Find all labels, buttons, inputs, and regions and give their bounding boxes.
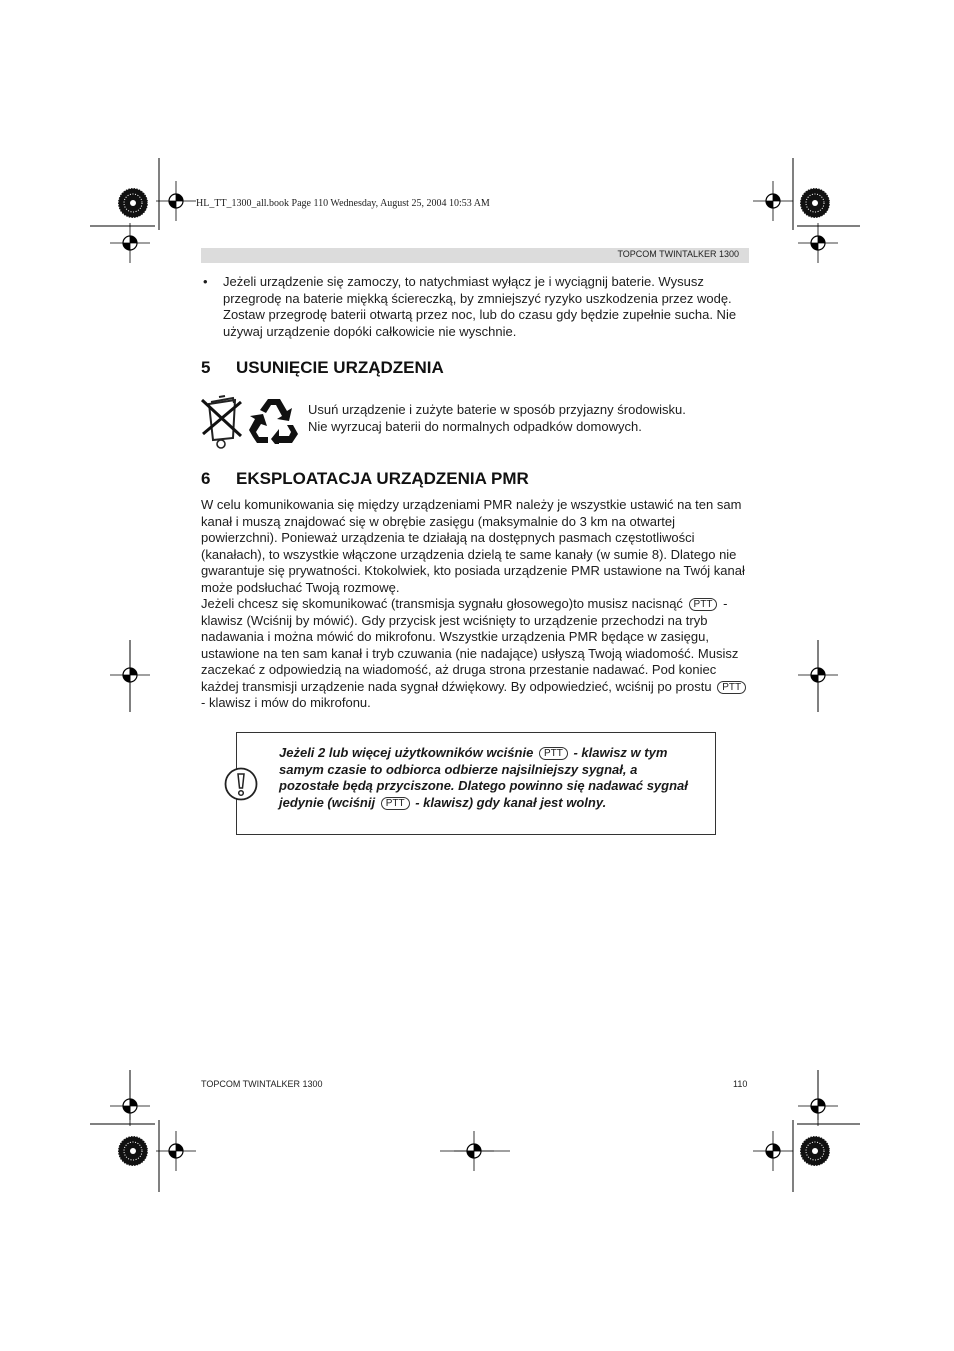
exclamation-warning-icon [224, 767, 258, 801]
section-number: 5 [201, 358, 211, 377]
section-title: USUNIĘCIE URZĄDZENIA [236, 358, 444, 377]
disposal-line-1: Usuń urządzenie i zużyte baterie w sposób przyjazny środowisku. [308, 402, 686, 417]
crossed-bin-icon [199, 392, 245, 450]
disposal-line-2: Nie wyrzucaj baterii do normalnych odpadków domowych. [308, 418, 642, 434]
ptt-key-icon: PTT [539, 747, 568, 760]
paragraph-2 [201, 596, 749, 712]
disposal-text [308, 402, 748, 435]
star-target-icon [118, 1136, 148, 1166]
section-6-heading [201, 469, 529, 489]
paragraph-1: W celu komunikowania się między urządzeniami PMR należy je wszystkie ustawić na ten sam kanał i muszą znajdować się w obrębie zasięgu (maksymalnie do 3 km na otwartej powierzchni). Ponieważ urządzenia te działają na dostępnych pasmach częstotliwości (kanałach), to wszystkie włączone urządzenia dzielą te same kanały (w sumie 8). Dlatego nie gwarantuje się prywatności. Ktokolwiek, kto posiada urządzenie PMR ustawione na Twój kanał może podsłuchać Twoją rozmowę. [201, 497, 745, 595]
warning-note-text [279, 745, 699, 811]
paragraph-2-part-c: - klawisz i mów do mikrofonu. [201, 695, 371, 710]
warning-note-box [236, 732, 716, 835]
footer-title: TOPCOM TWINTALKER 1300 [201, 1079, 323, 1089]
star-target-icon [800, 188, 830, 218]
crosshair-icon [110, 223, 150, 263]
ptt-key-icon: PTT [717, 681, 746, 694]
bullet-dot: • [203, 274, 208, 289]
paragraph-2-part-a: Jeżeli chcesz się skomunikować (transmisja sygnału głosowego)to musisz nacisnąć [201, 596, 683, 611]
crosshair-icon [798, 223, 838, 263]
star-target-icon [800, 1136, 830, 1166]
crosshair-icon [753, 181, 793, 221]
recycle-icon [249, 397, 299, 444]
note-part-a: Jeżeli 2 lub więcej użytkowników wciśnie [279, 745, 534, 760]
crosshair-icon [156, 1131, 196, 1171]
bullet-text: Jeżeli urządzenie się zamoczy, to natychmiast wyłącz je i wyciągnij baterie. Wysusz przegrodę na baterie miękką ściereczką, by zmniejszyć ryzyko uszkodzenia przez wodę. Zostaw przegrodę baterii otwartą przez noc, lub do czasu gdy będzie zupełnie sucha. Nie używaj urządzenie dopóki całkowicie nie wyschnie. [223, 274, 737, 339]
ptt-key-icon: PTT [689, 598, 718, 611]
star-target-icon [118, 188, 148, 218]
crosshair-icon [753, 1131, 793, 1171]
paragraph-2-part-b: - klawisz (Wciśnij by mówić). Gdy przycisk jest wciśnięty to urządzenie przechodzi na tryb nadawania i można mówić do mikrofonu. Wszystkie urządzenia PMR będące w zasięgu, ustawione na ten sam kanał i tryb czuwania (nie nadające) usłyszą Twoją wiadomość. Musisz zaczekać z odpowiedzią na wiadomość, aż druga strona przestanie nadawać. Pod koniec każdej transmisji urządzenie nada sygnał dźwiękowy. By odpowiedzieć, wciśnij po prostu [201, 596, 739, 694]
note-part-c: - klawisz) gdy kanał jest wolny. [415, 794, 607, 810]
ptt-key-icon: PTT [381, 797, 410, 810]
crosshair-icon [110, 1086, 150, 1126]
section-title: EKSPLOATACJA URZĄDZENIA PMR [236, 469, 529, 488]
page-number: 110 [733, 1079, 748, 1089]
crosshair-icon [156, 181, 196, 221]
section-number: 6 [201, 469, 211, 488]
note-part-b: - klawisz w tym samym czasie to odbiorca odbierze najsilniejszy sygnał, a pozostałe będą przyciszone. Dlatego powinno się nadawać sygnał jedynie (wciśnij [279, 745, 688, 810]
crosshair-icon [798, 1086, 838, 1126]
running-header [201, 248, 749, 263]
section-5-heading [201, 358, 444, 378]
header-title: TOPCOM TWINTALKER 1300 [617, 249, 739, 259]
section-6-body [201, 497, 749, 712]
print-info: HL_TT_1300_all.book Page 110 Wednesday, August 25, 2004 10:53 AM [196, 198, 490, 209]
